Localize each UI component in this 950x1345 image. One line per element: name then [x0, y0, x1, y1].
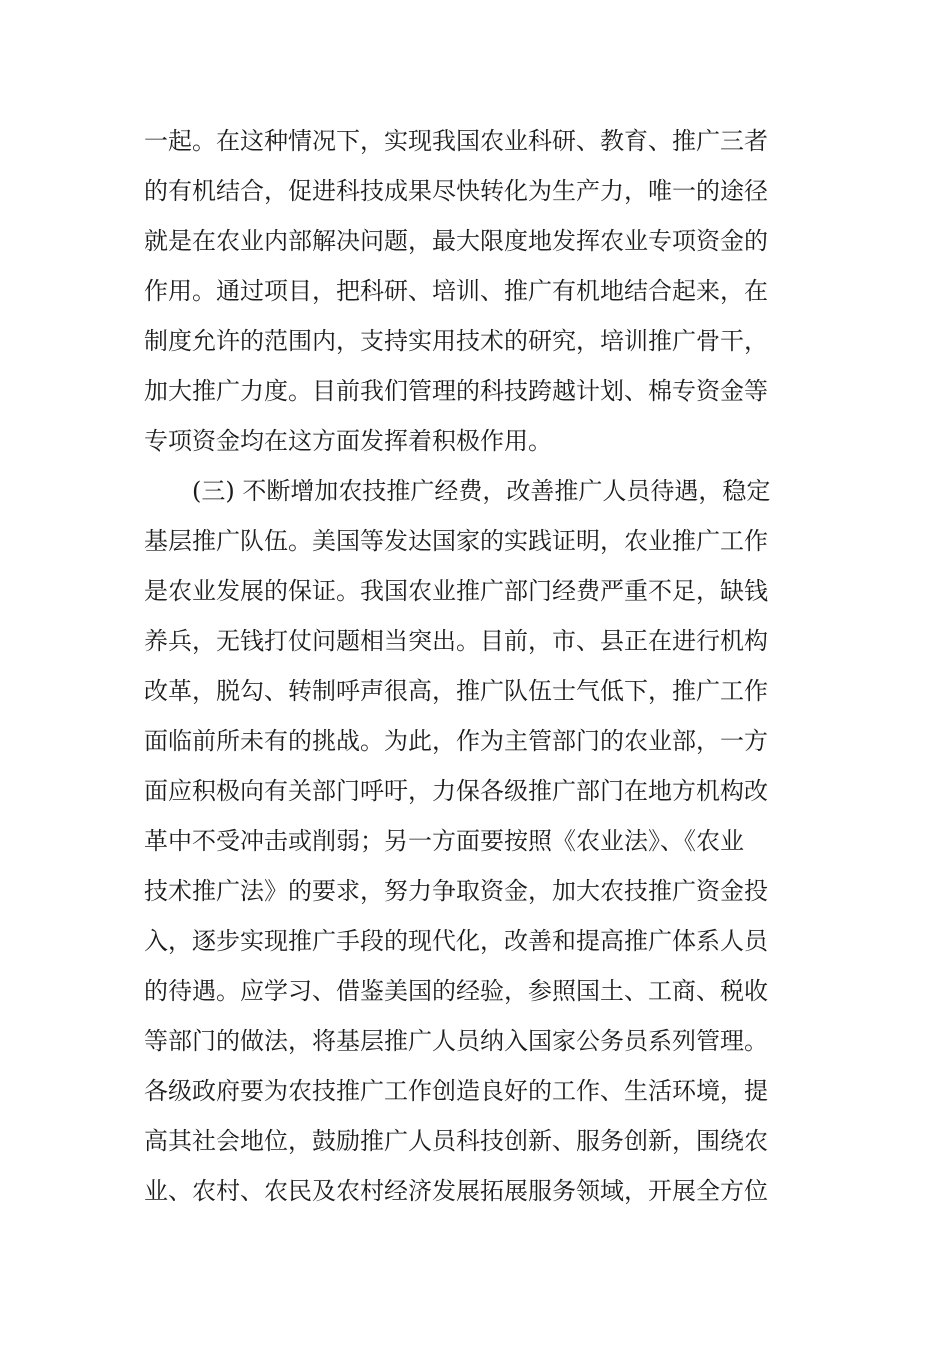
- text-line: 是农业发展的保证。我国农业推广部门经费严重不足，缺钱: [144, 577, 768, 605]
- text-line: 的待遇。应学习、借鉴美国的经验，参照国土、工商、税收: [144, 977, 768, 1005]
- text-line: 革中不受冲击或削弱；另一方面要按照《农业法》、《农业: [144, 827, 744, 855]
- text-line: 技术推广法》的要求，努力争取资金，加大农技推广资金投: [144, 877, 768, 905]
- text-line: 作用。通过项目，把科研、培训、推广有机地结合起来，在: [144, 277, 768, 305]
- text-line: 等部门的做法，将基层推广人员纳入国家公务员系列管理。: [144, 1027, 768, 1055]
- text-line: 的有机结合，促进科技成果尽快转化为生产力，唯一的途径: [144, 177, 768, 205]
- text-line: 入，逐步实现推广手段的现代化，改善和提高推广体系人员: [144, 927, 768, 955]
- text-line: 业、农村、农民及农村经济发展拓展服务领域，开展全方位: [144, 1177, 768, 1205]
- text-line: 面临前所未有的挑战。为此，作为主管部门的农业部，一方: [144, 727, 768, 755]
- section-heading-line: (三) 不断增加农技推广经费，改善推广人员待遇，稳定: [192, 477, 771, 505]
- text-line: 面应积极向有关部门呼吁，力保各级推广部门在地方机构改: [144, 777, 768, 805]
- text-line: 制度允许的范围内，支持实用技术的研究，培训推广骨干，: [144, 327, 768, 355]
- text-line: 改革，脱勾、转制呼声很高，推广队伍士气低下，推广工作: [144, 677, 768, 705]
- text-line: 就是在农业内部解决问题，最大限度地发挥农业专项资金的: [144, 227, 768, 255]
- text-line: 专项资金均在这方面发挥着积极作用。: [144, 427, 552, 455]
- text-line: 各级政府要为农技推广工作创造良好的工作、生活环境，提: [144, 1077, 768, 1105]
- text-line: 加大推广力度。目前我们管理的科技跨越计划、棉专资金等: [144, 377, 768, 405]
- text-line: 养兵，无钱打仗问题相当突出。目前，市、县正在进行机构: [144, 627, 768, 655]
- text-line: 一起。在这种情况下，实现我国农业科研、教育、推广三者: [144, 127, 768, 155]
- text-line: 基层推广队伍。美国等发达国家的实践证明，农业推广工作: [144, 527, 768, 555]
- body-text: [144, 116, 771, 1216]
- text-line: 高其社会地位，鼓励推广人员科技创新、服务创新，围绕农: [144, 1127, 768, 1155]
